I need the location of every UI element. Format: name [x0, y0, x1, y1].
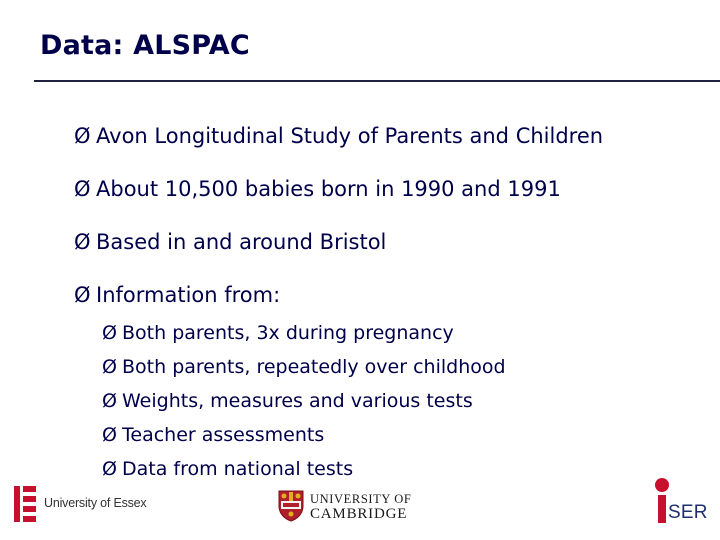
cambridge-shield-icon: [278, 490, 304, 522]
arrow-bullet-icon: Ø: [74, 177, 91, 201]
bullet-item: [74, 224, 714, 277]
bullet-item: [74, 171, 714, 224]
cambridge-logo: [278, 490, 428, 526]
essex-logo: [10, 484, 150, 524]
sub-bullet-item: [102, 418, 702, 452]
bullet-list: [74, 118, 714, 330]
essex-wordmark: University of Essex: [44, 496, 147, 510]
essex-mark-icon: [14, 486, 36, 522]
sub-bullet-item: [102, 384, 702, 418]
bullet-text: Based in and around Bristol: [96, 230, 387, 254]
cambridge-wordmark-line1: UNIVERSITY OF: [310, 492, 412, 506]
sub-bullet-text: Both parents, repeatedly over childhood: [122, 356, 506, 378]
arrow-bullet-icon: Ø: [102, 356, 117, 378]
arrow-bullet-icon: Ø: [102, 322, 117, 344]
bullet-text: Information from:: [96, 283, 281, 307]
cambridge-wordmark-line2: CAMBRIDGE: [310, 506, 408, 522]
sub-bullet-text: Data from national tests: [122, 458, 354, 480]
arrow-bullet-icon: Ø: [102, 390, 117, 412]
bullet-item: [74, 118, 714, 171]
slide-title: Data: ALSPAC: [40, 30, 250, 61]
arrow-bullet-icon: Ø: [74, 230, 91, 254]
sub-bullet-list: [102, 316, 702, 486]
arrow-bullet-icon: Ø: [102, 424, 117, 446]
iser-dot-icon: [655, 478, 669, 492]
sub-bullet-text: Weights, measures and various tests: [122, 390, 473, 412]
bullet-text: About 10,500 babies born in 1990 and 1991: [96, 177, 561, 201]
title-divider: [34, 80, 720, 82]
sub-bullet-text: Teacher assessments: [122, 424, 325, 446]
sub-bullet-text: Both parents, 3x during pregnancy: [122, 322, 454, 344]
arrow-bullet-icon: Ø: [74, 124, 91, 148]
arrow-bullet-icon: Ø: [74, 283, 91, 307]
arrow-bullet-icon: Ø: [102, 458, 117, 480]
sub-bullet-item: [102, 316, 702, 350]
iser-bar-icon: [658, 495, 666, 523]
sub-bullet-item: [102, 452, 702, 486]
bullet-text: Avon Longitudinal Study of Parents and Children: [96, 124, 604, 148]
iser-logo: [650, 478, 714, 528]
iser-wordmark: SER: [668, 502, 708, 523]
sub-bullet-item: [102, 350, 702, 384]
